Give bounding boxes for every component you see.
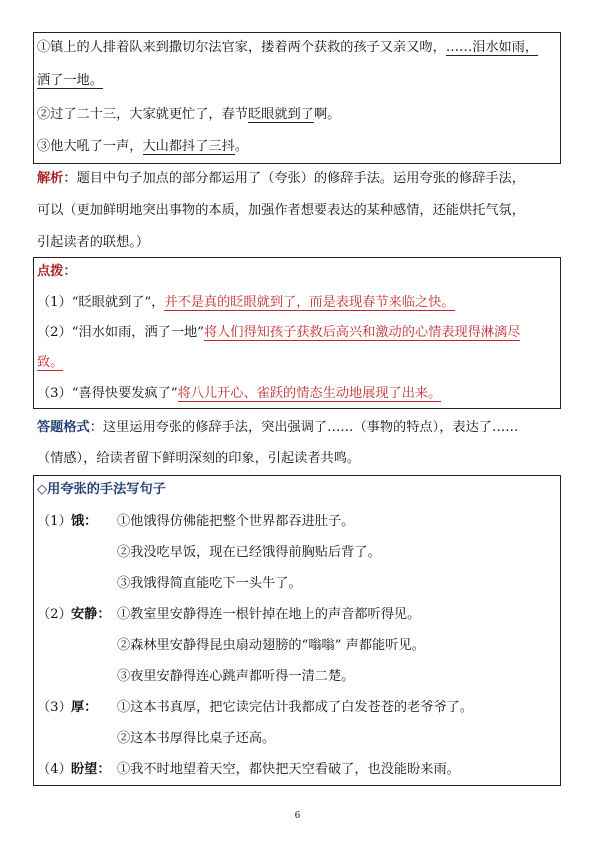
format-label: 答题格式	[37, 420, 90, 435]
entry-3-sentence-2: ②这本书厚得比桌子还高。	[117, 731, 276, 746]
analysis-label: 解析：	[37, 171, 77, 186]
entry-4-sentence-1: ①我不时地望着天空，都快把天空看破了，也没能盼来雨。	[117, 762, 460, 777]
tip-3: （3）“喜得快要发疯了”将八儿开心、雀跃的情态生动地展现了出来。	[37, 386, 442, 401]
page-number: 6	[294, 811, 301, 821]
format-line-1: 答题格式：这里运用夸张的修辞手法，突出强调了……（事物的特点），表达了……	[37, 420, 519, 435]
writing-title: ◇用夸张的手法写句子	[37, 482, 166, 497]
tip-2-line-2: 致。	[37, 355, 64, 370]
entry-2-number: （2）	[37, 607, 72, 622]
example-1-line-2: 洒了一地。	[37, 73, 103, 88]
analysis-line-1: 解析：题目中句子加点的部分都运用了（夸张）的修辞手法。运用夸张的修辞手法，	[37, 171, 525, 186]
tip-2-line-1: （2）“泪水如雨，洒了一地”将人们得知孩子获救后高兴和激动的心情表现得淋漓尽	[37, 325, 521, 340]
entry-3-number: （3）	[37, 700, 72, 715]
analysis-line-3: 引起读者的联想。）	[37, 235, 150, 250]
tips-label: 点拨：	[37, 264, 77, 279]
example-3: ③他大吼了一声，大山都抖了三抖。	[37, 139, 248, 154]
entry-2-sentence-2: ②森林里安静得昆虫扇动翅膀的“嗡嗡” 声都能听见。	[117, 638, 425, 653]
entry-4-number: （4）	[37, 762, 72, 777]
example-2: ②过了二十三，大家就更忙了，春节眨眼就到了啊。	[37, 107, 341, 122]
entry-1-sentence-3: ③我饿得简直能吃下一头牛了。	[117, 576, 302, 591]
tip-1: （1）“眨眼就到了”，并不是真的眨眼就到了，而是表现春节来临之快。	[37, 295, 455, 310]
entry-2-word: 安静：	[71, 607, 111, 622]
entry-2-sentence-3: ③夜里安静得连心跳声都听得一清二楚。	[117, 669, 355, 684]
format-line-2: （情感），给读者留下鲜明深刻的印象，引起读者共鸣。	[37, 451, 361, 466]
entry-3-sentence-1: ①这本书真厚，把它读完估计我都成了白发苍苍的老爷爷了。	[117, 700, 474, 715]
entry-1-word: 饿：	[71, 514, 98, 529]
entry-3-word: 厚：	[71, 700, 98, 715]
entry-1-sentence-2: ②我没吃早饭，现在已经饿得前胸贴后背了。	[117, 545, 381, 560]
example-1-underline: ……泪水如雨，	[445, 40, 539, 55]
analysis-line-2: 可以（更加鲜明地突出事物的本质，加强作者想要表达的某种感情，还能烘托气氛，	[37, 203, 525, 218]
entry-1-sentence-1: ①他饿得仿佛能把整个世界都吞进肚子。	[117, 514, 355, 529]
entry-4-word: 盼望：	[71, 762, 111, 777]
example-1-line-1: ①镇上的人排着队来到撒切尔法官家，搂着两个获救的孩子又亲又吻，……泪水如雨，	[37, 40, 539, 55]
entry-2-sentence-1: ①教室里安静得连一根针掉在地上的声音都听得见。	[117, 607, 421, 622]
entry-1-number: （1）	[37, 514, 72, 529]
